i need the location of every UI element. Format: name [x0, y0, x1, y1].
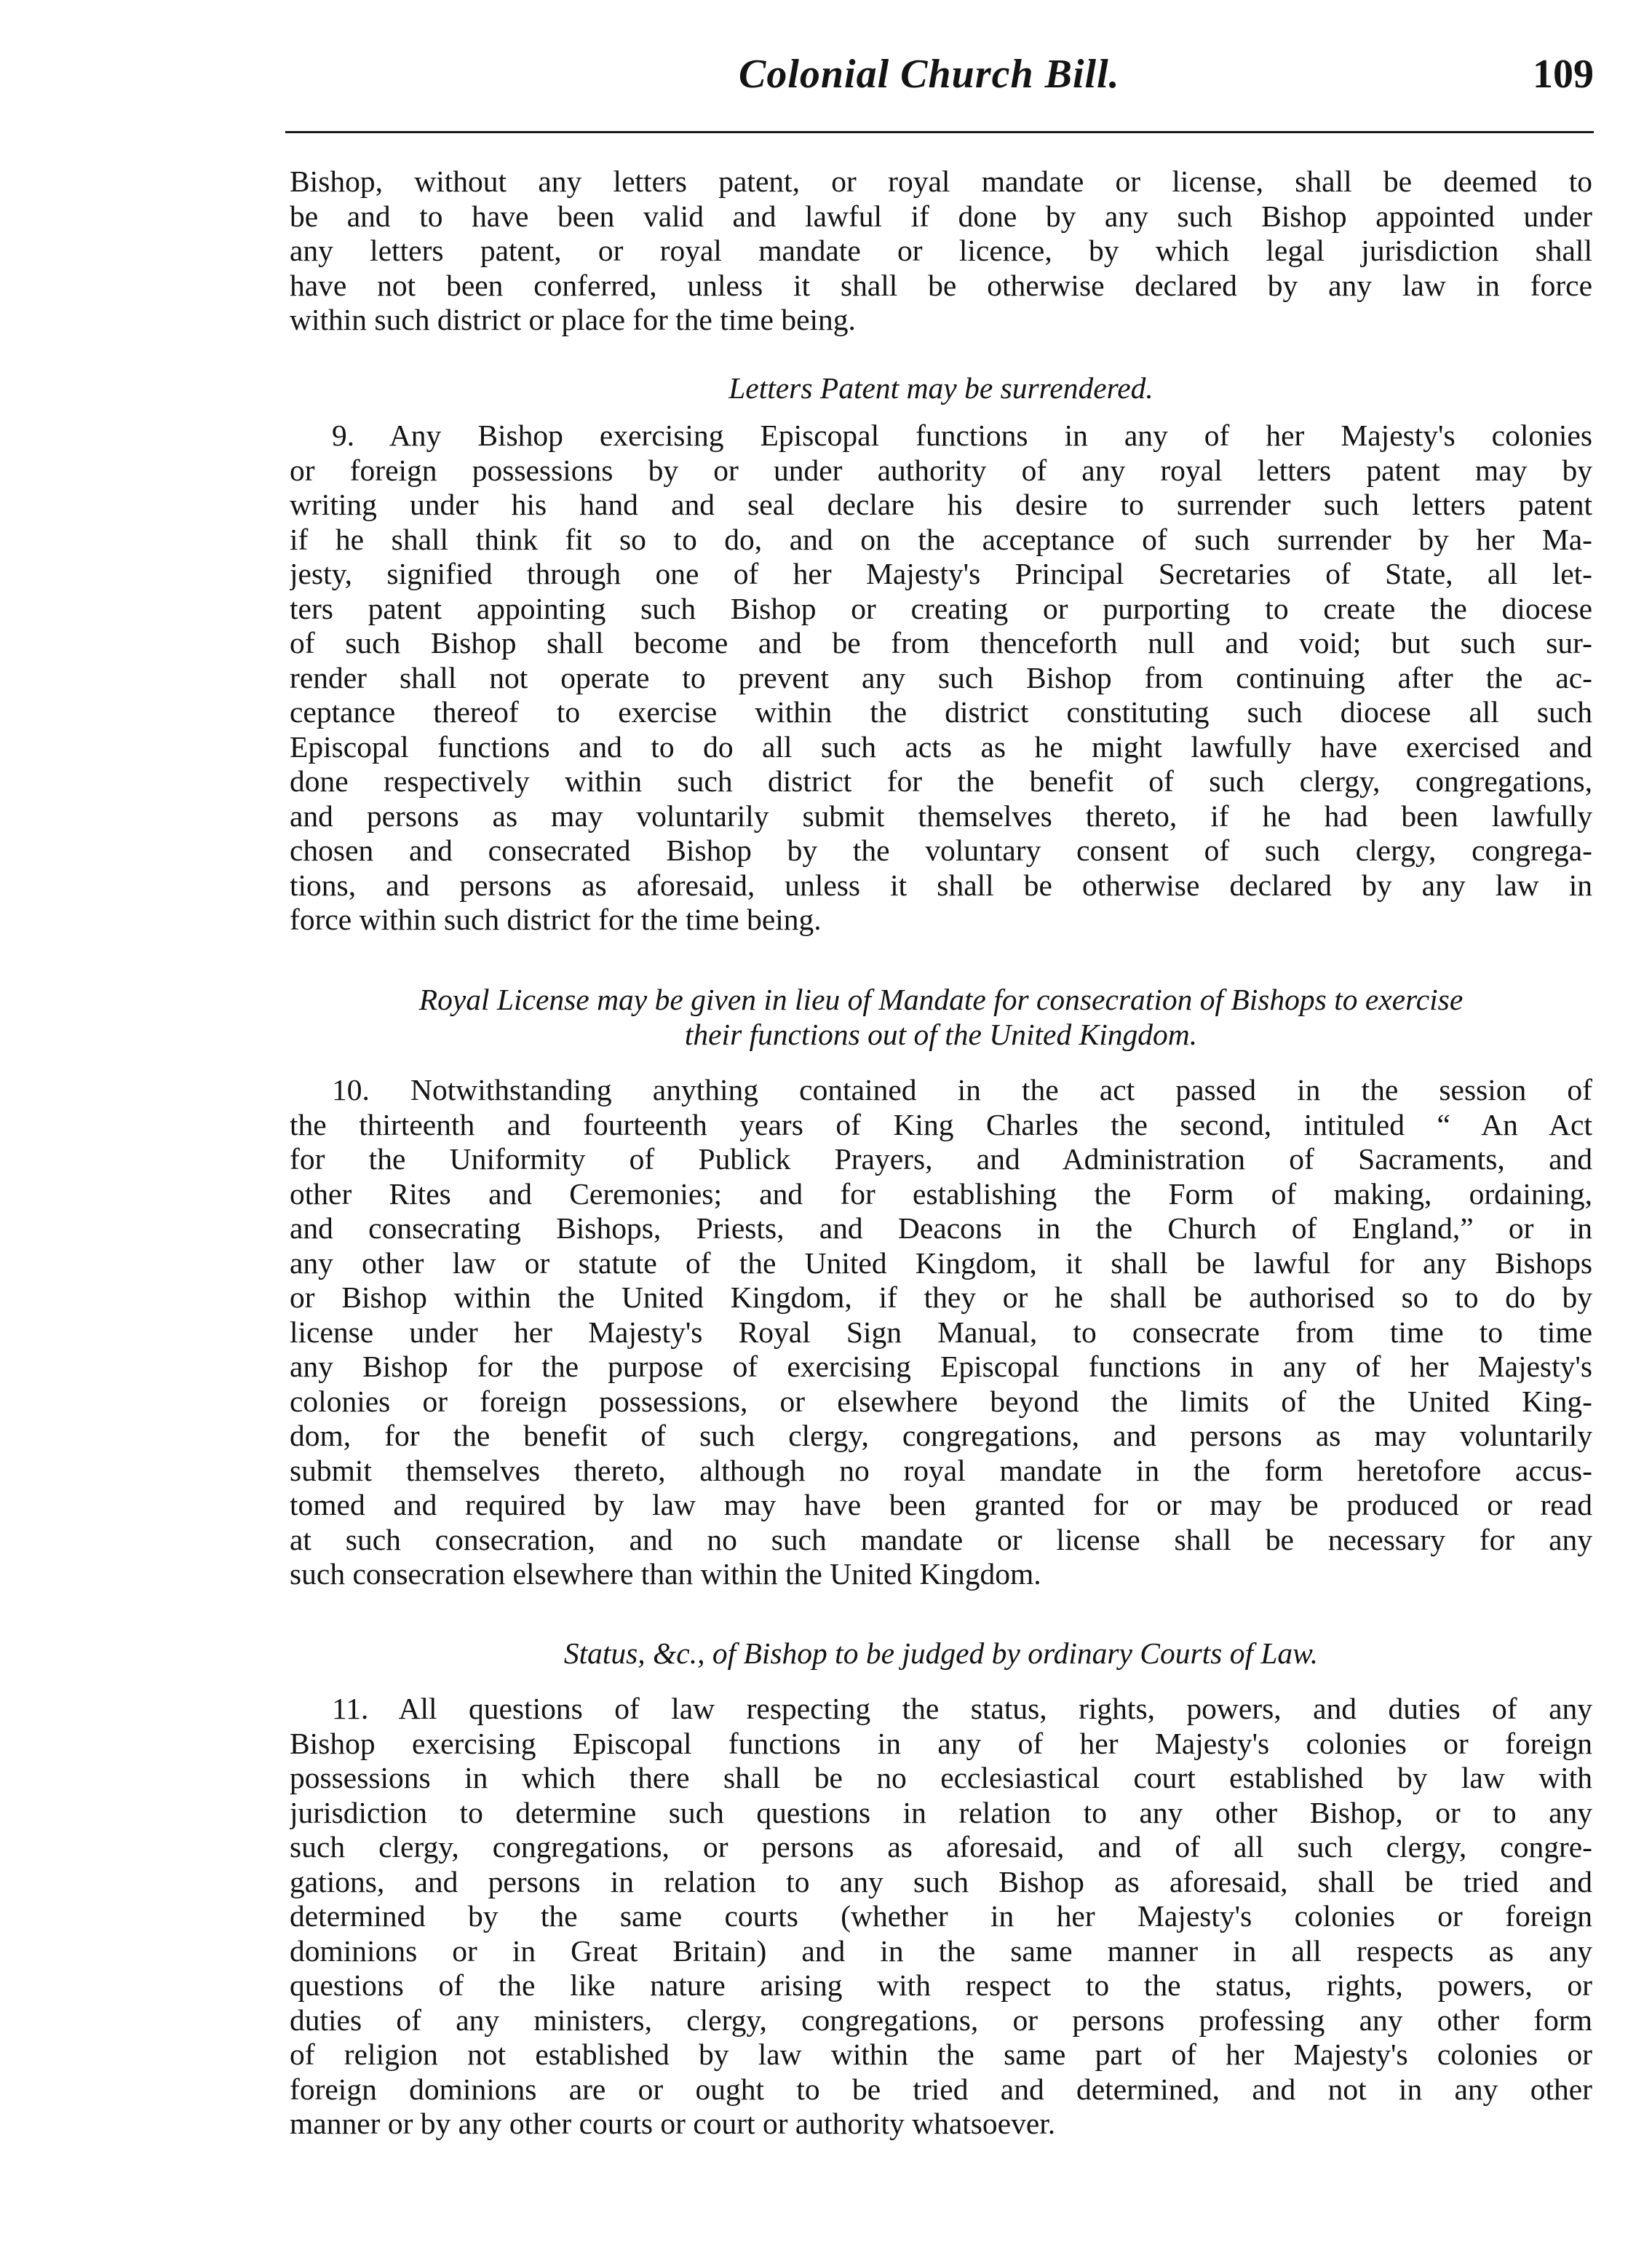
text-line: ters patent appointing such Bishop or creating or purporting to create the diocese [290, 591, 1592, 625]
text-line: questions of the like nature arising with respect to the status, rights, powers, or [290, 1968, 1592, 2002]
text-line: jesty, signified through one of her Majesty's Principal Secretaries of State, all let- [290, 557, 1592, 590]
text-line: determined by the same courts (whether in her Majesty's colonies or foreign [290, 1899, 1592, 1933]
text-line: chosen and consecrated Bishop by the voluntary consent of such clergy, congrega- [290, 833, 1592, 867]
text-line: jurisdiction to determine such questions in relation to any other Bishop, or to any [290, 1795, 1592, 1829]
text-line: the thirteenth and fourteenth years of King Charles the second, intituled “ An Act [290, 1107, 1592, 1141]
text-line: tions, and persons as aforesaid, unless it shall be otherwise declared by any law in [290, 868, 1592, 902]
text-line: license under her Majesty's Royal Sign Manual, to consecrate from time to time [290, 1315, 1592, 1349]
text-line: Bishop exercising Episcopal functions in any of her Majesty's colonies or foreign [290, 1726, 1592, 1760]
text-line: foreign dominions are or ought to be tried and determined, and not in any other [290, 2072, 1592, 2106]
text-line: within such district or place for the time being. [290, 303, 856, 336]
text-line: 11. All questions of law respecting the status, rights, powers, and duties of any [332, 1692, 1592, 1725]
text-line: or Bishop within the United Kingdom, if they or he shall be authorised so to do by [290, 1280, 1592, 1314]
section-11-heading [290, 1636, 1592, 1671]
page-number: 109 [1533, 52, 1594, 97]
text-line: of religion not established by law within the same part of her Majesty's colonies or [290, 2038, 1592, 2071]
text-line: possessions in which there shall be no ecclesiastical court established by law with [290, 1761, 1592, 1794]
section-10-heading [290, 983, 1592, 1052]
text-line: of such Bishop shall become and be from thenceforth null and void; but such sur- [290, 626, 1592, 660]
section-heading-text: Status, &c., of Bishop to be judged by ordinary Courts of Law. [563, 1636, 1319, 1670]
text-line: any other law or statute of the United Kingdom, it shall be lawful for any Bishops [290, 1246, 1592, 1280]
text-line: done respectively within such district for the benefit of such clergy, congregations, [290, 764, 1592, 798]
text-line: Episcopal functions and to do all such acts as he might lawfully have exercised and [290, 729, 1592, 764]
text-line: if he shall think fit so to do, and on the acceptance of such surrender by her Ma- [290, 522, 1592, 556]
section-heading-text: Letters Patent may be surrendered. [728, 371, 1153, 405]
section-heading-text: Royal License may be given in lieu of Mandate for consecration of Bishops to exercise [418, 983, 1464, 1016]
text-line: 10. Notwithstanding anything contained in the act passed in the session of [332, 1073, 1592, 1106]
text-line: or foreign possessions by or under authority of any royal letters patent may by [290, 453, 1592, 487]
text-line: render shall not operate to prevent any such Bishop from continuing after the ac- [290, 660, 1592, 694]
text-line: tomed and required by law may have been granted for or may be produced or read [290, 1488, 1592, 1521]
text-line: colonies or foreign possessions, or elsewhere beyond the limits of the United King- [290, 1384, 1592, 1418]
text-line: any letters patent, or royal mandate or licence, by which legal jurisdiction shall [290, 234, 1592, 267]
text-line: have not been conferred, unless it shall be otherwise declared by any law in force [290, 268, 1592, 302]
text-line: submit themselves thereto, although no royal mandate in the form heretofore accus- [290, 1453, 1592, 1487]
text-line: and persons as may voluntarily submit themselves thereto, if he had been lawfully [290, 799, 1592, 833]
section-9-heading [290, 371, 1592, 406]
text-line: Bishop, without any letters patent, or royal mandate or license, shall be deemed to [290, 165, 1592, 198]
text-line: force within such district for the time being. [290, 903, 822, 936]
text-line: for the Uniformity of Publick Prayers, and Administration of Sacraments, and [290, 1142, 1592, 1176]
text-line: dominions or in Great Britain) and in the same manner in all respects as any [290, 1933, 1592, 1968]
text-line: other Rites and Ceremonies; and for establishing the Form of making, ordaining, [290, 1176, 1592, 1211]
text-line: writing under his hand and seal declare his desire to surrender such letters patent [290, 488, 1592, 521]
text-line: such clergy, congregations, or persons as aforesaid, and of all such clergy, congre- [290, 1830, 1592, 1864]
page-header [291, 51, 1594, 102]
text-line: ceptance thereof to exercise within the district constituting such diocese all such [290, 695, 1592, 729]
continuation-paragraph [290, 165, 1592, 338]
running-title: Colonial Church Bill. [739, 52, 1120, 97]
section-11-paragraph [290, 1692, 1592, 2142]
text-line: manner or by any other courts or court or authority whatsoever. [290, 2107, 1056, 2140]
section-9-paragraph [290, 419, 1592, 938]
text-line: such consecration elsewhere than within the United Kingdom. [290, 1557, 1041, 1591]
text-line: 9. Any Bishop exercising Episcopal functions in any of her Majesty's colonies [332, 419, 1592, 452]
text-line: at such consecration, and no such mandate or license shall be necessary for any [290, 1522, 1592, 1556]
text-line: gations, and persons in relation to any such Bishop as aforesaid, shall be tried and [290, 1864, 1592, 1898]
text-line: be and to have been valid and lawful if done by any such Bishop appointed under [290, 199, 1592, 233]
text-line: dom, for the benefit of such clergy, congregations, and persons as may voluntarily [290, 1419, 1592, 1452]
header-rule [285, 131, 1594, 133]
section-10-paragraph [290, 1073, 1592, 1592]
section-heading-text: their functions out of the United Kingdom. [684, 1017, 1198, 1051]
text-line: duties of any ministers, clergy, congregations, or persons professing any other form [290, 2003, 1592, 2037]
text-line: and consecrating Bishops, Priests, and Deacons in the Church of England,” or in [290, 1211, 1592, 1245]
text-line: any Bishop for the purpose of exercising Episcopal functions in any of her Majesty's [290, 1350, 1592, 1383]
